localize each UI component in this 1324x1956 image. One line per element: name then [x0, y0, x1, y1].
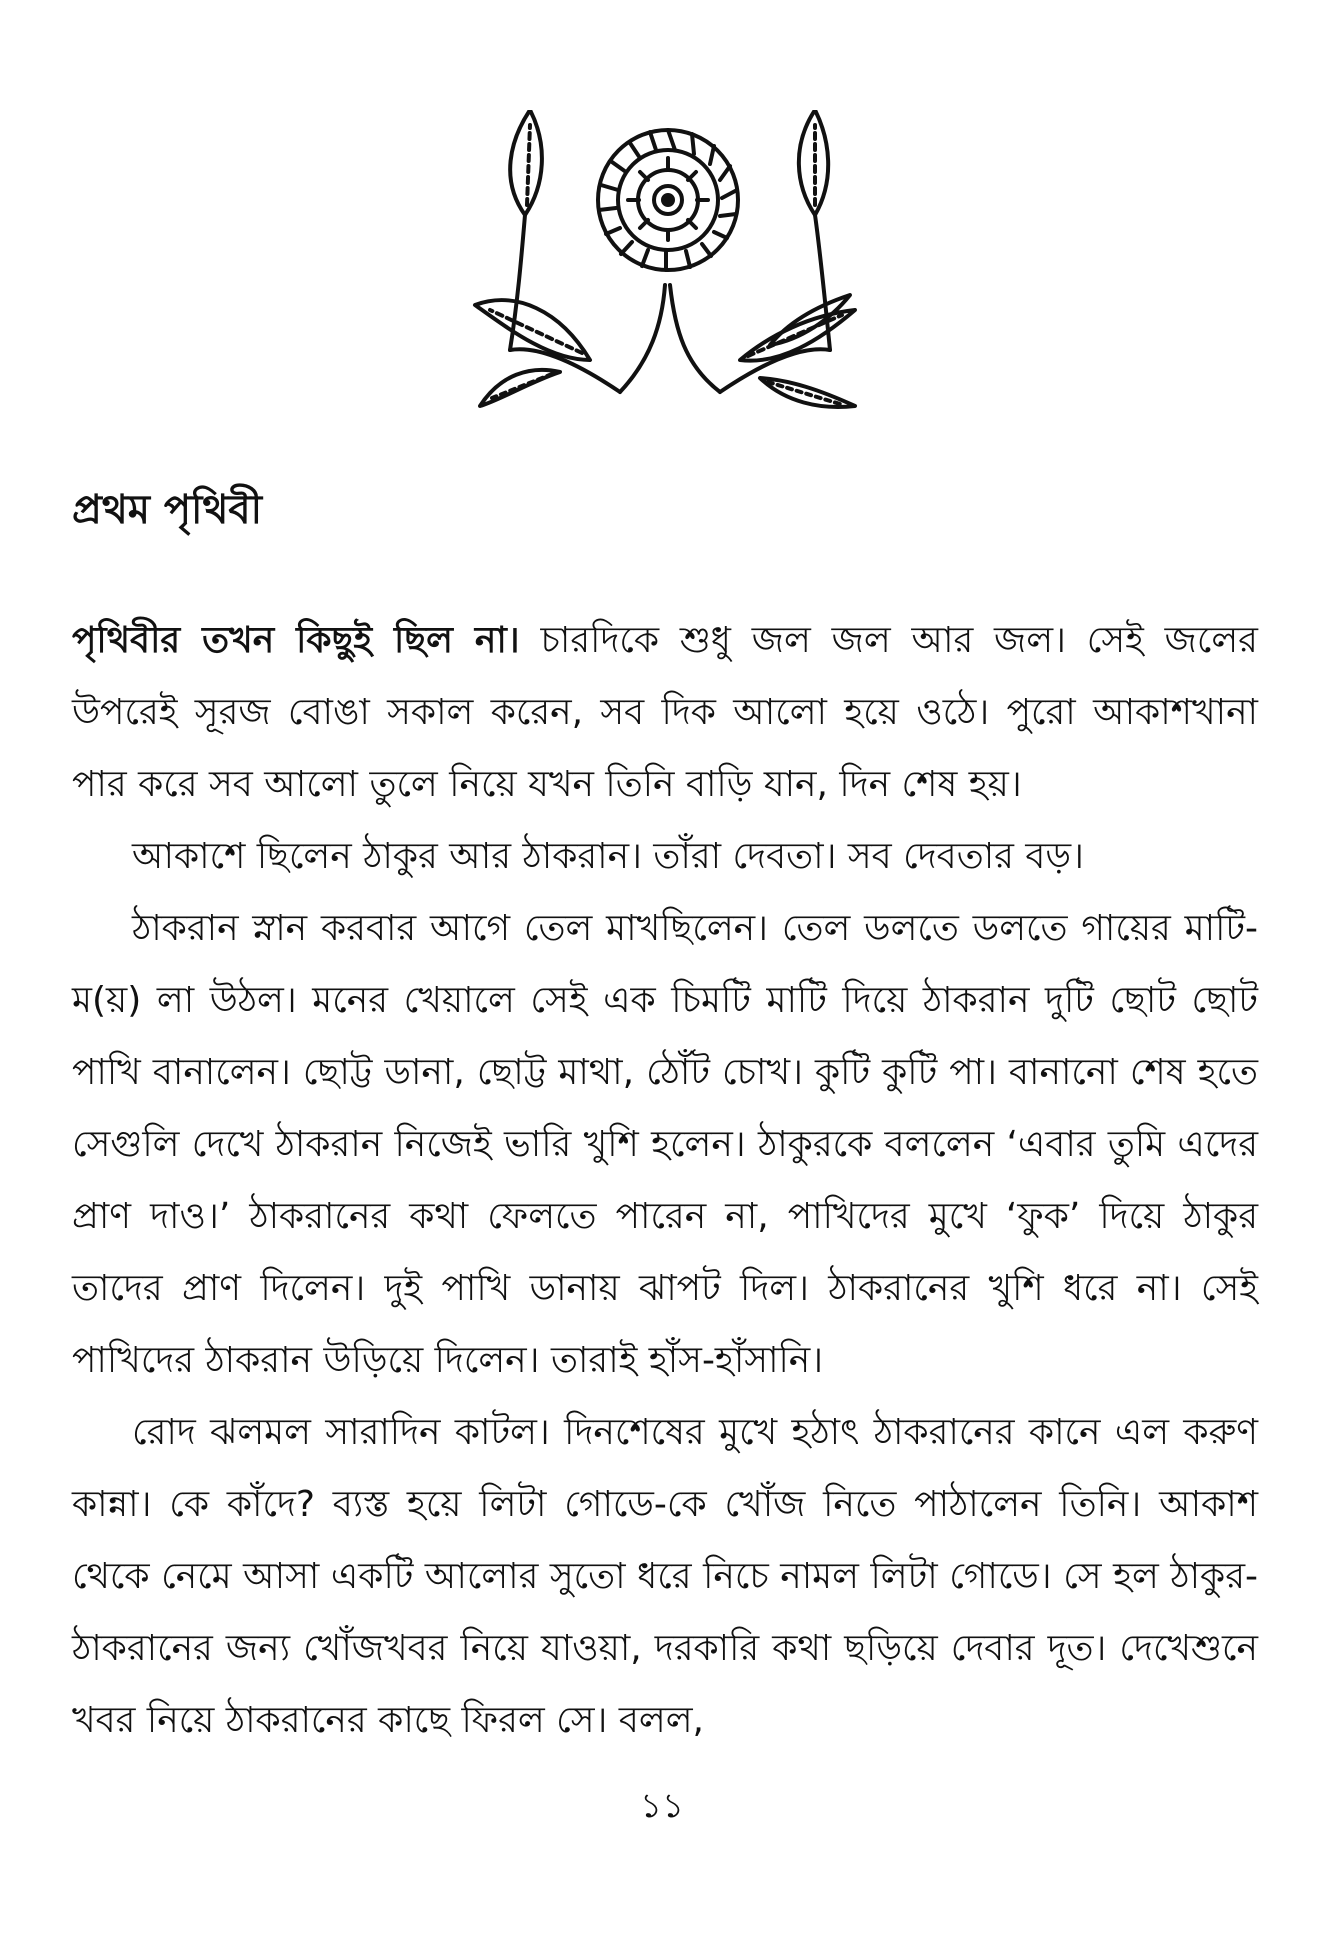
paragraph-3: ঠাকরান স্নান করবার আগে তেল মাখছিলেন। তেল ডলতে ডলতে গায়ের মাটি-ম(য়) লা উঠল। মনের খেয়ালে সেই এক চিমটি মাটি দিয়ে ঠাকরান দুটি ছোট ছোট পাখি বানালেন। ছোট্ট ডানা, ছোট্ট মাথা, ঠোঁট চোখ। কুটি কুটি পা। বানানো শেষ হতে সেগুলি দেখে ঠাকরান নিজেই ভারি খুশি হলেন। ঠাকুরকে বললেন ‘এবার তুমি এদের প্রাণ দাও।’ ঠাকরানের কথা ফেলতে পারেন না, পাখিদের মুখে ‘ফুক’ দিয়ে ঠাকুর তাদের প্রাণ দিলেন। দুই পাখি ডানায় ঝাপট দিল। ঠাকরানের খুশি ধরে না। সেই পাখিদের ঠাকরান উড়িয়ে দিলেন। তারাই হাঁস-হাঁসানি।: [72, 908, 1258, 1381]
chapter-body: [72, 605, 1258, 1757]
flower-ornament-icon: [470, 110, 860, 410]
paragraph-1-bold-lead: পৃথিবীর তখন কিছুই ছিল না।: [72, 620, 520, 661]
paragraph-4: রোদ ঝলমল সারাদিন কাটল। দিনশেষের মুখে হঠাৎ ঠাকরানের কানে এল করুণ কান্না। কে কাঁদে? ব্যস্ত হয়ে লিটা গোডে-কে খোঁজ নিতে পাঠালেন তিনি। আকাশ থেকে নেমে আসা একটি আলোর সুতো ধরে নিচে নামল লিটা গোডে। সে হল ঠাকুর-ঠাকরানের জন্য খোঁজখবর নিয়ে যাওয়া, দরকারি কথা ছড়িয়ে দেবার দূত। দেখেশুনে খবর নিয়ে ঠাকরানের কাছে ফিরল সে। বলল,: [72, 1412, 1258, 1741]
paragraph-1-text: চারদিকে শুধু জল জল আর জল। সেই জলের উপরেই সূরজ বোঙা সকাল করেন, সব দিক আলো হয়ে ওঠে। পুরো আকাশখানা পার করে সব আলো তুলে নিয়ে যখন তিনি বাড়ি যান, দিন শেষ হয়।: [72, 620, 1258, 805]
page-number: ১১: [639, 1786, 685, 1826]
paragraph-2: আকাশে ছিলেন ঠাকুর আর ঠাকরান। তাঁরা দেবতা। সব দেবতার বড়।: [132, 836, 1085, 877]
paragraph-1: [72, 605, 1258, 821]
chapter-title: প্রথম পৃথিবী: [72, 487, 263, 533]
